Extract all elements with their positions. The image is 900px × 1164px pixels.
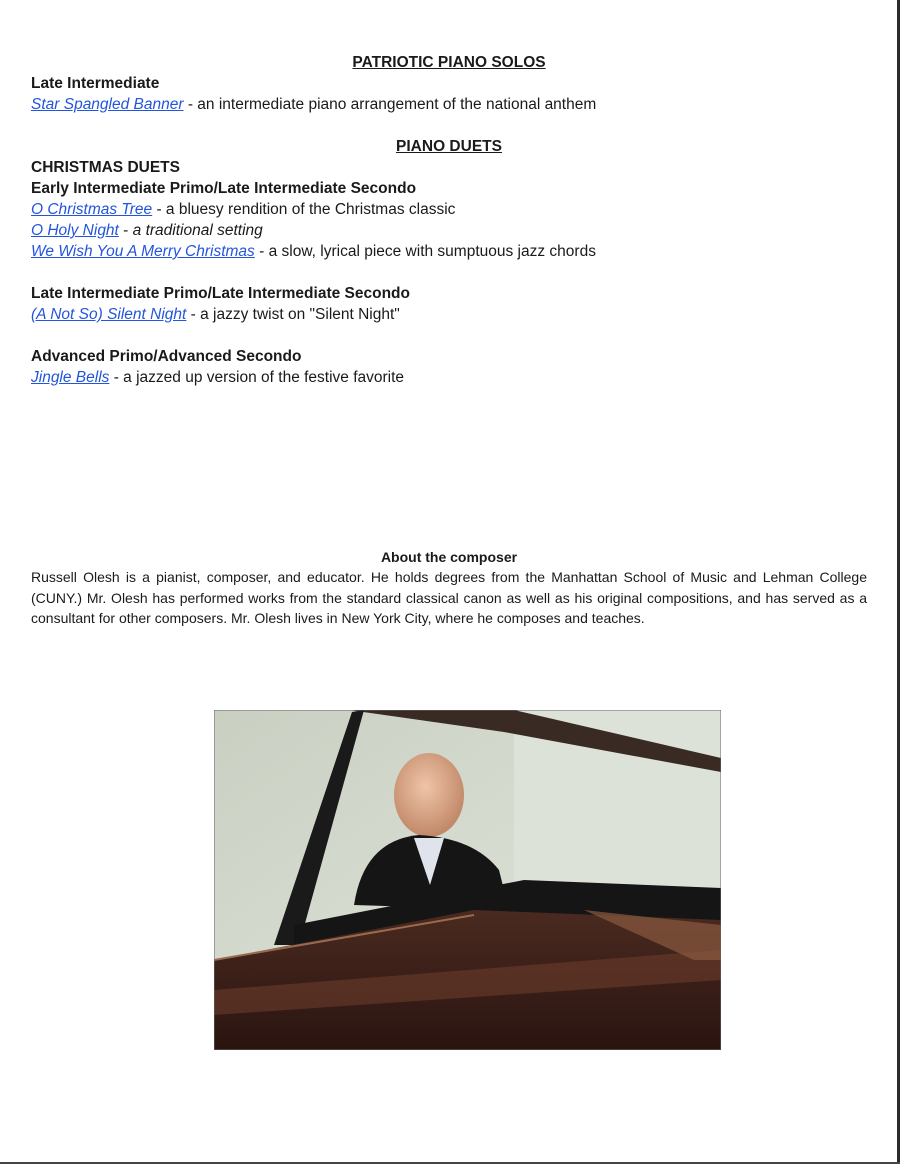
- item-description: a traditional setting: [132, 222, 263, 239]
- duet-level-2: Late Intermediate Primo/Late Intermediate Secondo: [31, 285, 410, 302]
- music-catalog: [31, 52, 867, 388]
- list-item: [31, 199, 867, 220]
- patriotic-level: Late Intermediate: [31, 75, 160, 92]
- composer-photo: [214, 710, 721, 1050]
- item-separator: -: [118, 222, 133, 239]
- item-description: - a jazzed up version of the festive favorite: [109, 369, 405, 386]
- person-head: [394, 753, 464, 837]
- duet-level-1: Early Intermediate Primo/Late Intermediate Secondo: [31, 180, 417, 197]
- about-text: Russell Olesh is a pianist, composer, and educator. He holds degrees from the Manhattan School of Music and Lehman College (CUNY.) Mr. Olesh has performed works from the standard classical canon as well as his original compositions, and has served as a consultant for other composers. Mr. Olesh lives in New York City, where he composes and teaches.: [31, 569, 867, 626]
- about-title: About the composer: [380, 549, 518, 565]
- item-description: - an intermediate piano arrangement of the national anthem: [183, 96, 597, 113]
- star-spangled-banner-link[interactable]: Star Spangled Banner: [31, 96, 184, 113]
- piano-duets-title: PIANO DUETS: [396, 138, 502, 155]
- jingle-bells-link[interactable]: Jingle Bells: [31, 369, 110, 386]
- item-description: - a slow, lyrical piece with sumptuous jazz chords: [254, 243, 596, 260]
- list-item: [31, 367, 867, 388]
- list-item: [31, 94, 867, 115]
- o-holy-night-link[interactable]: O Holy Night: [31, 222, 119, 239]
- silent-night-link[interactable]: (A Not So) Silent Night: [31, 306, 187, 323]
- christmas-duets-heading: CHRISTMAS DUETS: [31, 159, 180, 176]
- list-item: [31, 304, 867, 325]
- item-description: - a bluesy rendition of the Christmas classic: [152, 201, 456, 218]
- patriotic-title: PATRIOTIC PIANO SOLOS: [352, 54, 546, 71]
- we-wish-you-link[interactable]: We Wish You A Merry Christmas: [31, 243, 255, 260]
- duet-level-3: Advanced Primo/Advanced Secondo: [31, 348, 302, 365]
- list-item: [31, 220, 867, 241]
- list-item: [31, 241, 867, 262]
- o-christmas-tree-link[interactable]: O Christmas Tree: [31, 201, 153, 218]
- about-composer-section: [31, 547, 867, 629]
- item-description: - a jazzy twist on "Silent Night": [186, 306, 400, 323]
